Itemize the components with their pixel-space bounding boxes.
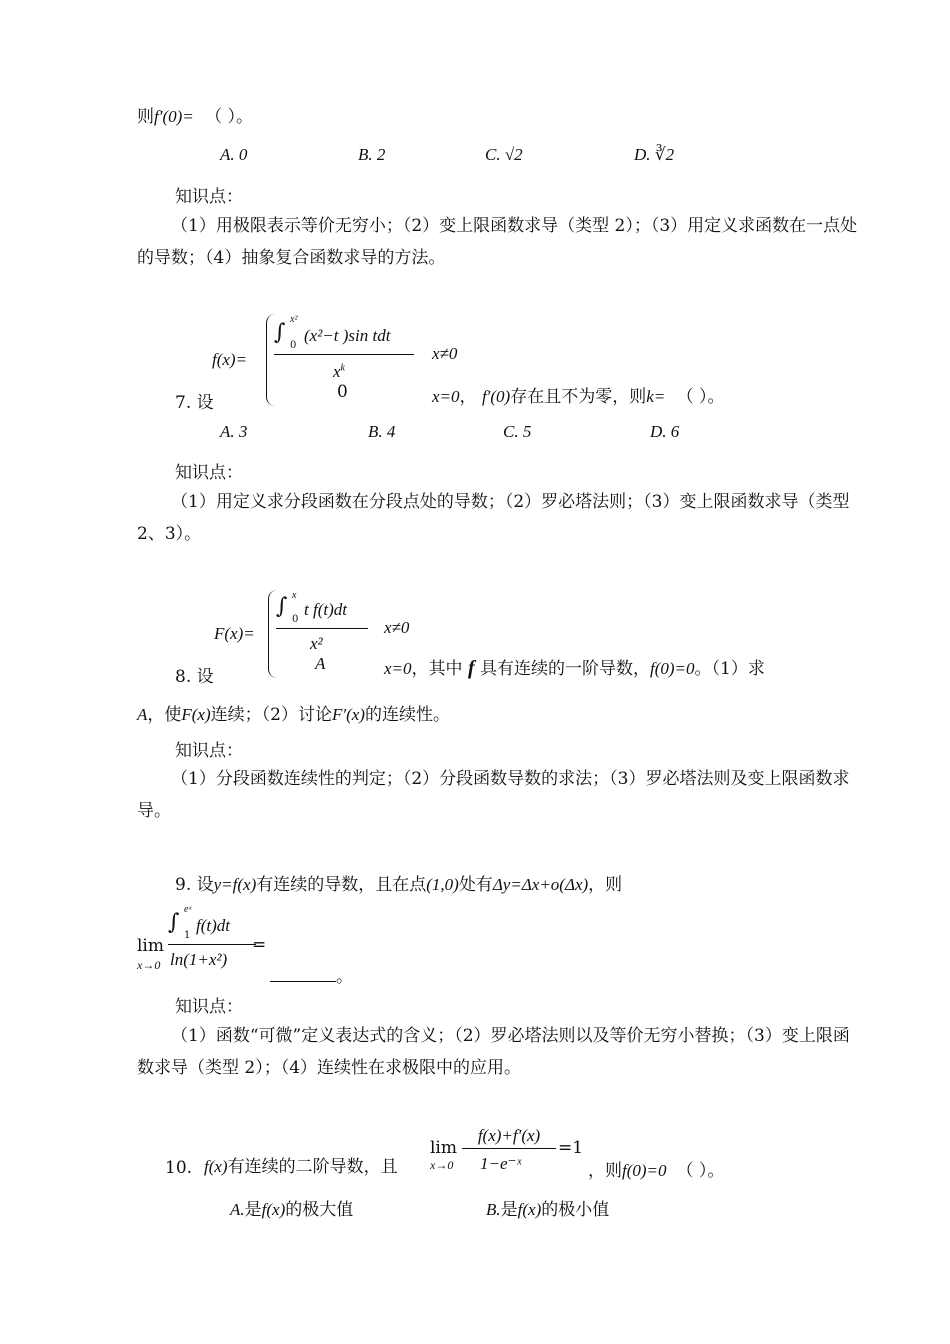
q9-eq: = [252, 935, 267, 955]
q10-numerator: f(x)+f′(x) [462, 1126, 556, 1149]
q9-kp-title: 知识点： [175, 997, 243, 1017]
q6-kp-text: （1）用极限表示等价无穷小；（2）变上限函数求导（类型 2）；（3）用定义求函数在一点处的导数；（4）抽象复合函数求导的方法。 [137, 216, 858, 268]
q8-kp-title: 知识点： [175, 741, 243, 761]
q6-kp-title: 知识点： [175, 187, 243, 207]
q8-fraction-numerator: ∫ x 0 t f(t)dt [276, 592, 368, 629]
q10-tail: ，则f(0)=0 （ ）。 [588, 1161, 725, 1181]
q7-option-d[interactable]: D. 6 [650, 422, 680, 441]
q10-option-b[interactable]: B.是f(x)的极小值 [486, 1200, 610, 1220]
q10-stem: f(x)有连续的二阶导数，且 [204, 1157, 398, 1177]
q9-denominator: ln(1+x²) [170, 950, 228, 969]
q8-denominator: x² [310, 634, 323, 653]
q7-denominator: $x^k$ [333, 362, 345, 381]
q10-option-a[interactable]: A.是f(x)的极大值 [230, 1200, 354, 1220]
q9-answer-blank[interactable]: 。 [270, 962, 353, 987]
q6-stem: 则f′(0)= （ ）。 [137, 107, 254, 127]
q6-option-d[interactable]: D. ∛2 [634, 145, 675, 164]
q7-kp-title: 知识点： [175, 463, 243, 483]
q8-const: A [315, 654, 326, 673]
q7-option-b[interactable]: B. 4 [368, 422, 396, 441]
q7-option-a[interactable]: A. 3 [220, 422, 248, 441]
q9-kp-text: （1）函数“可微”定义表达式的含义；（2）罗必塔法则以及等价无穷小替换；（3）变上限函数求导（类型 2）；（4）连续性在求极限中的应用。 [137, 1026, 850, 1078]
q8-cond1: x≠0 [384, 618, 410, 637]
q10-denominator: 1−e⁻ˣ [480, 1154, 522, 1173]
q8-line2: A，使F(x)连续；（2）讨论F′(x)的连续性。 [137, 705, 450, 725]
q7-cond1: x≠0 [432, 344, 458, 363]
q7-number: 7. 设 [175, 393, 214, 413]
q7-func: f(x)= [212, 350, 248, 369]
q6-option-c[interactable]: C. √2 [485, 145, 523, 164]
q6-option-b[interactable]: B. 2 [358, 145, 386, 164]
q6-option-a[interactable]: A. 0 [220, 145, 248, 164]
q10-lim: lim [430, 1138, 457, 1158]
q7-fraction-numerator: ∫ x² 0 (x²−t )sin tdt [274, 318, 414, 355]
q8-cond2-line: x=0，其中 f 具有连续的一阶导数，f(0)=0。（1）求 [384, 657, 765, 679]
q9-stem: 9. 设y=f(x)有连续的导数，且在点(1,0)处有Δy=Δx+o(Δx)，则 [175, 875, 623, 895]
q8-kp-text: （1）分段函数连续性的判定；（2）分段函数导数的求法；（3）罗必塔法则及变上限函数求导。 [137, 769, 850, 821]
q9-lim: lim [137, 936, 164, 956]
q10-eq: =1 [558, 1138, 584, 1158]
q8-number: 8. 设 [175, 667, 214, 687]
q6-stem-expr: f′(0)= [154, 107, 194, 126]
q7-cond2-line: x=0， f′(0)存在且不为零，则k= （ ）。 [432, 387, 725, 407]
q10-number: 10. [165, 1158, 193, 1178]
q7-option-c[interactable]: C. 5 [503, 422, 532, 441]
q7-zero: 0 [337, 382, 348, 402]
q8-func: F(x)= [214, 624, 255, 643]
q9-lim-sub: x→0 [137, 958, 161, 972]
q10-lim-sub: x→0 [430, 1158, 454, 1172]
q9-fraction-numerator: ∫ eˣ 1 f(t)dt [168, 904, 256, 945]
q7-kp-text: （1）用定义求分段函数在分段点处的导数；（2）罗必塔法则；（3）变上限函数求导（类型 2、3）。 [137, 492, 850, 544]
